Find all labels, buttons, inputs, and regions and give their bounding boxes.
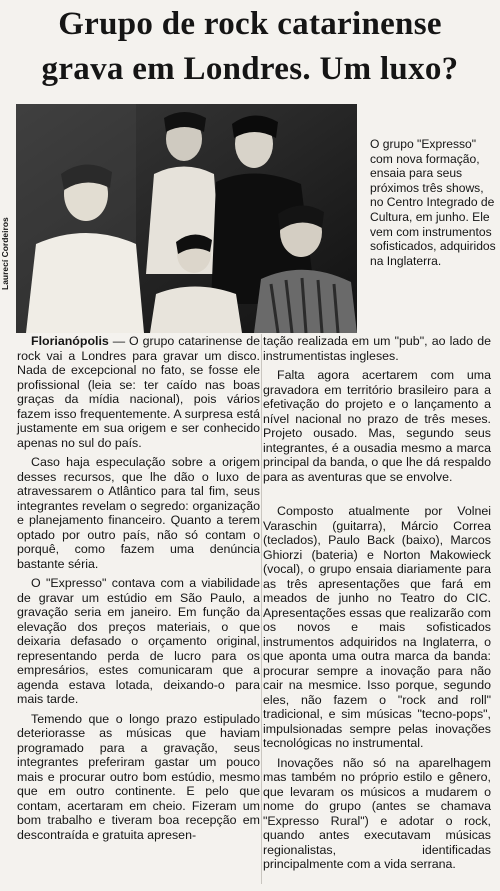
article-column-right (263, 334, 491, 872)
article-paragraph: Composto atualmente por Volnei Varaschin (guitarra), Márcio Correa (teclados), Paulo Back (baixo), Marcos Ghiorzi (bateria) e Norton Makowieck (vocal), o grupo ensaia diariamente para as três apresentações que fará em meados de junho no Teatro do CIC. Apresentações essas que realizarão com os novos e mais sofisticados instrumentos adquiridos na Inglaterra, o que aponta uma outra marca da banda: procurar sempre a inovação para não cair na mesmice. Isso porque, segundo eles, não fazem o "rock and roll" tradicional, e sim músicas "tecno-pops", impulsionadas sempre pelas inovações tecnológicas no instrumental. (263, 504, 491, 750)
headline-line-2: grava em Londres. Um luxo? (41, 51, 459, 87)
headline (10, 2, 490, 92)
article-text: — O grupo catarinense de rock vai a Londres para gravar um disco. Nada de excepcional no fato, se fosse ele profissional (leia se: ter caído nas boas graças da mídia nacional), pois vários fazem isso frequentemente. A surpresa está justamente em sua origem e ser conhecido apenas no sul do país. (17, 334, 260, 450)
headline-line-1: Grupo de rock catarinense (58, 6, 442, 42)
article-column-left (17, 334, 260, 842)
photo-credit: Laurecí Cordeiros (0, 217, 10, 290)
band-photo-image (16, 104, 357, 333)
article-paragraph: tação realizada em um "pub", ao lado de instrumentistas ingleses. (263, 334, 491, 363)
article-paragraph: Temendo que o longo prazo estipulado deteriorasse as músicas que haviam programado para a gravação, seus integrantes preferiram gastar um pouco mais e procurar outro bom estúdio, mesmo que em outro continente. E pelo que contam, acertaram em cheio. Fizeram um bom trabalho e tiveram boa recepção em descontraída e gratuita apresen- (17, 711, 260, 842)
dateline: Florianópolis (31, 334, 109, 348)
article-paragraph: Falta agora acertarem com uma gravadora em território brasileiro para a efetivação do projeto e o lançamento a nível nacional no prazo de três meses. Projeto ousado. Mas, segundo seus integrantes, é a ousadia mesmo a marca principal da banda, o que lhe dá respaldo para as aventuras que se envolve. (263, 368, 491, 484)
photo-caption: O grupo "Expresso" com nova formação, ensaia para seus próximos três shows, no Centro Integrado de Cultura, em junho. Ele vem com instrumentos sofisticados, adquiridos na Inglaterra. (370, 137, 496, 268)
article-paragraph: Inovações não só na aparelhagem mas também no próprio estilo e gênero, que levaram os músicos a mudarem o nome do grupo (antes se chamava "Expresso Rural") e adotar o rock, quando antes executavam músicas regionalistas, identificadas principalmente com a vida serrana. (263, 755, 491, 871)
article-paragraph (17, 334, 260, 450)
band-photo (16, 104, 357, 333)
article-paragraph: Caso haja especulação sobre a origem desses recursos, que lhe dão o luxo de atravessarem o Atlântico para tal fim, seus integrantes revelam o segredo: organização e planejamento financeiro. Quanto a terem optado por outro país, não só contam o porquê, como fazem uma denúncia bastante séria. (17, 455, 260, 571)
column-divider (261, 334, 262, 884)
article-paragraph: O "Expresso" contava com a viabilidade de gravar um estúdio em São Paulo, a gravação seria em janeiro. Em função da elevação dos preços materiais, o que deixaria defasado o orçamento original, representando perda de lucro para os empresários, estes comunicaram que a agenda estava lotada, deixando-o para mais tarde. (17, 576, 260, 706)
